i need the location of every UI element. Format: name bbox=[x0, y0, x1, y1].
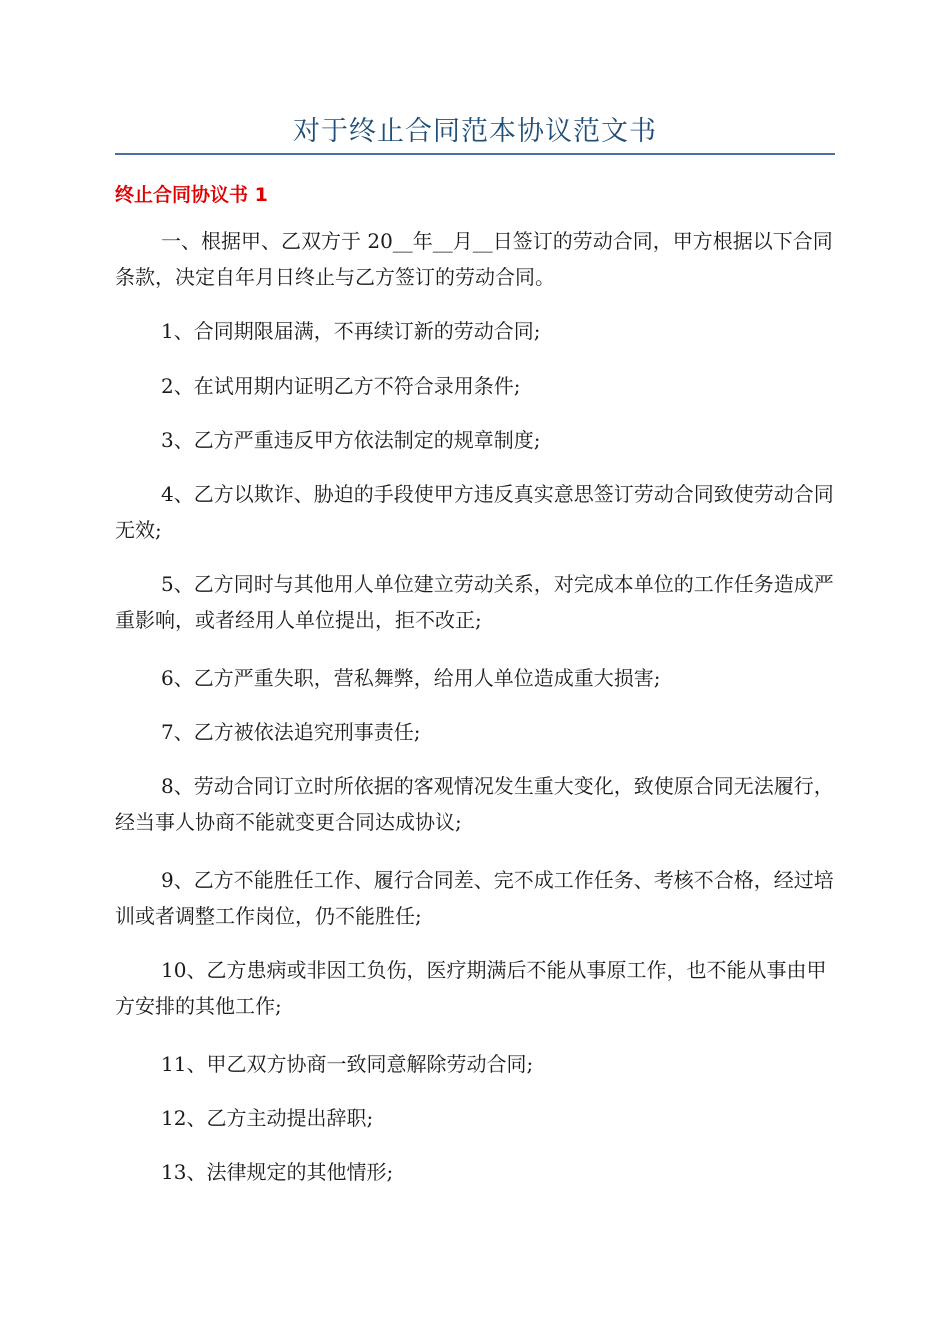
paragraph-item-8: 8、劳动合同订立时所依据的客观情况发生重大变化，致使原合同无法履行，经当事人协商不能就变更合同达成协议; bbox=[115, 774, 834, 834]
paragraph-item-7: 7、乙方被依法追究刑事责任; bbox=[161, 720, 421, 744]
paragraph-item-11: 11、甲乙双方协商一致同意解除劳动合同; bbox=[161, 1052, 534, 1076]
title-underline bbox=[115, 153, 835, 155]
document-title: 对于终止合同范本协议范文书 bbox=[293, 116, 657, 147]
paragraph-item-12: 12、乙方主动提出辞职; bbox=[161, 1106, 374, 1130]
paragraph-item-5: 5、乙方同时与其他用人单位建立劳动关系，对完成本单位的工作任务造成严重影响，或者经用人单位提出，拒不改正; bbox=[115, 572, 834, 632]
section-heading: 终止合同协议书 1 bbox=[115, 184, 268, 206]
paragraph-item-9: 9、乙方不能胜任工作、履行合同差、完不成工作任务、考核不合格，经过培训或者调整工作岗位，仍不能胜任; bbox=[115, 868, 834, 928]
paragraph-item-4: 4、乙方以欺诈、胁迫的手段使甲方违反真实意思签订劳动合同致使劳动合同无效; bbox=[115, 482, 834, 542]
paragraph-item-3: 3、乙方严重违反甲方依法制定的规章制度; bbox=[161, 428, 541, 452]
paragraph-item-6: 6、乙方严重失职，营私舞弊，给用人单位造成重大损害; bbox=[161, 666, 661, 690]
paragraph-item-10: 10、乙方患病或非因工负伤，医疗期满后不能从事原工作，也不能从事由甲方安排的其他工作; bbox=[115, 958, 827, 1018]
paragraph-item-13: 13、法律规定的其他情形; bbox=[161, 1160, 394, 1184]
paragraph-item-1: 1、合同期限届满，不再续订新的劳动合同; bbox=[161, 319, 541, 343]
paragraph-intro: 一、根据甲、乙双方于 20__年__月__日签订的劳动合同，甲方根据以下合同条款，决定自年月日终止与乙方签订的劳动合同。 bbox=[115, 229, 833, 289]
paragraph-item-2: 2、在试用期内证明乙方不符合录用条件; bbox=[161, 374, 521, 398]
